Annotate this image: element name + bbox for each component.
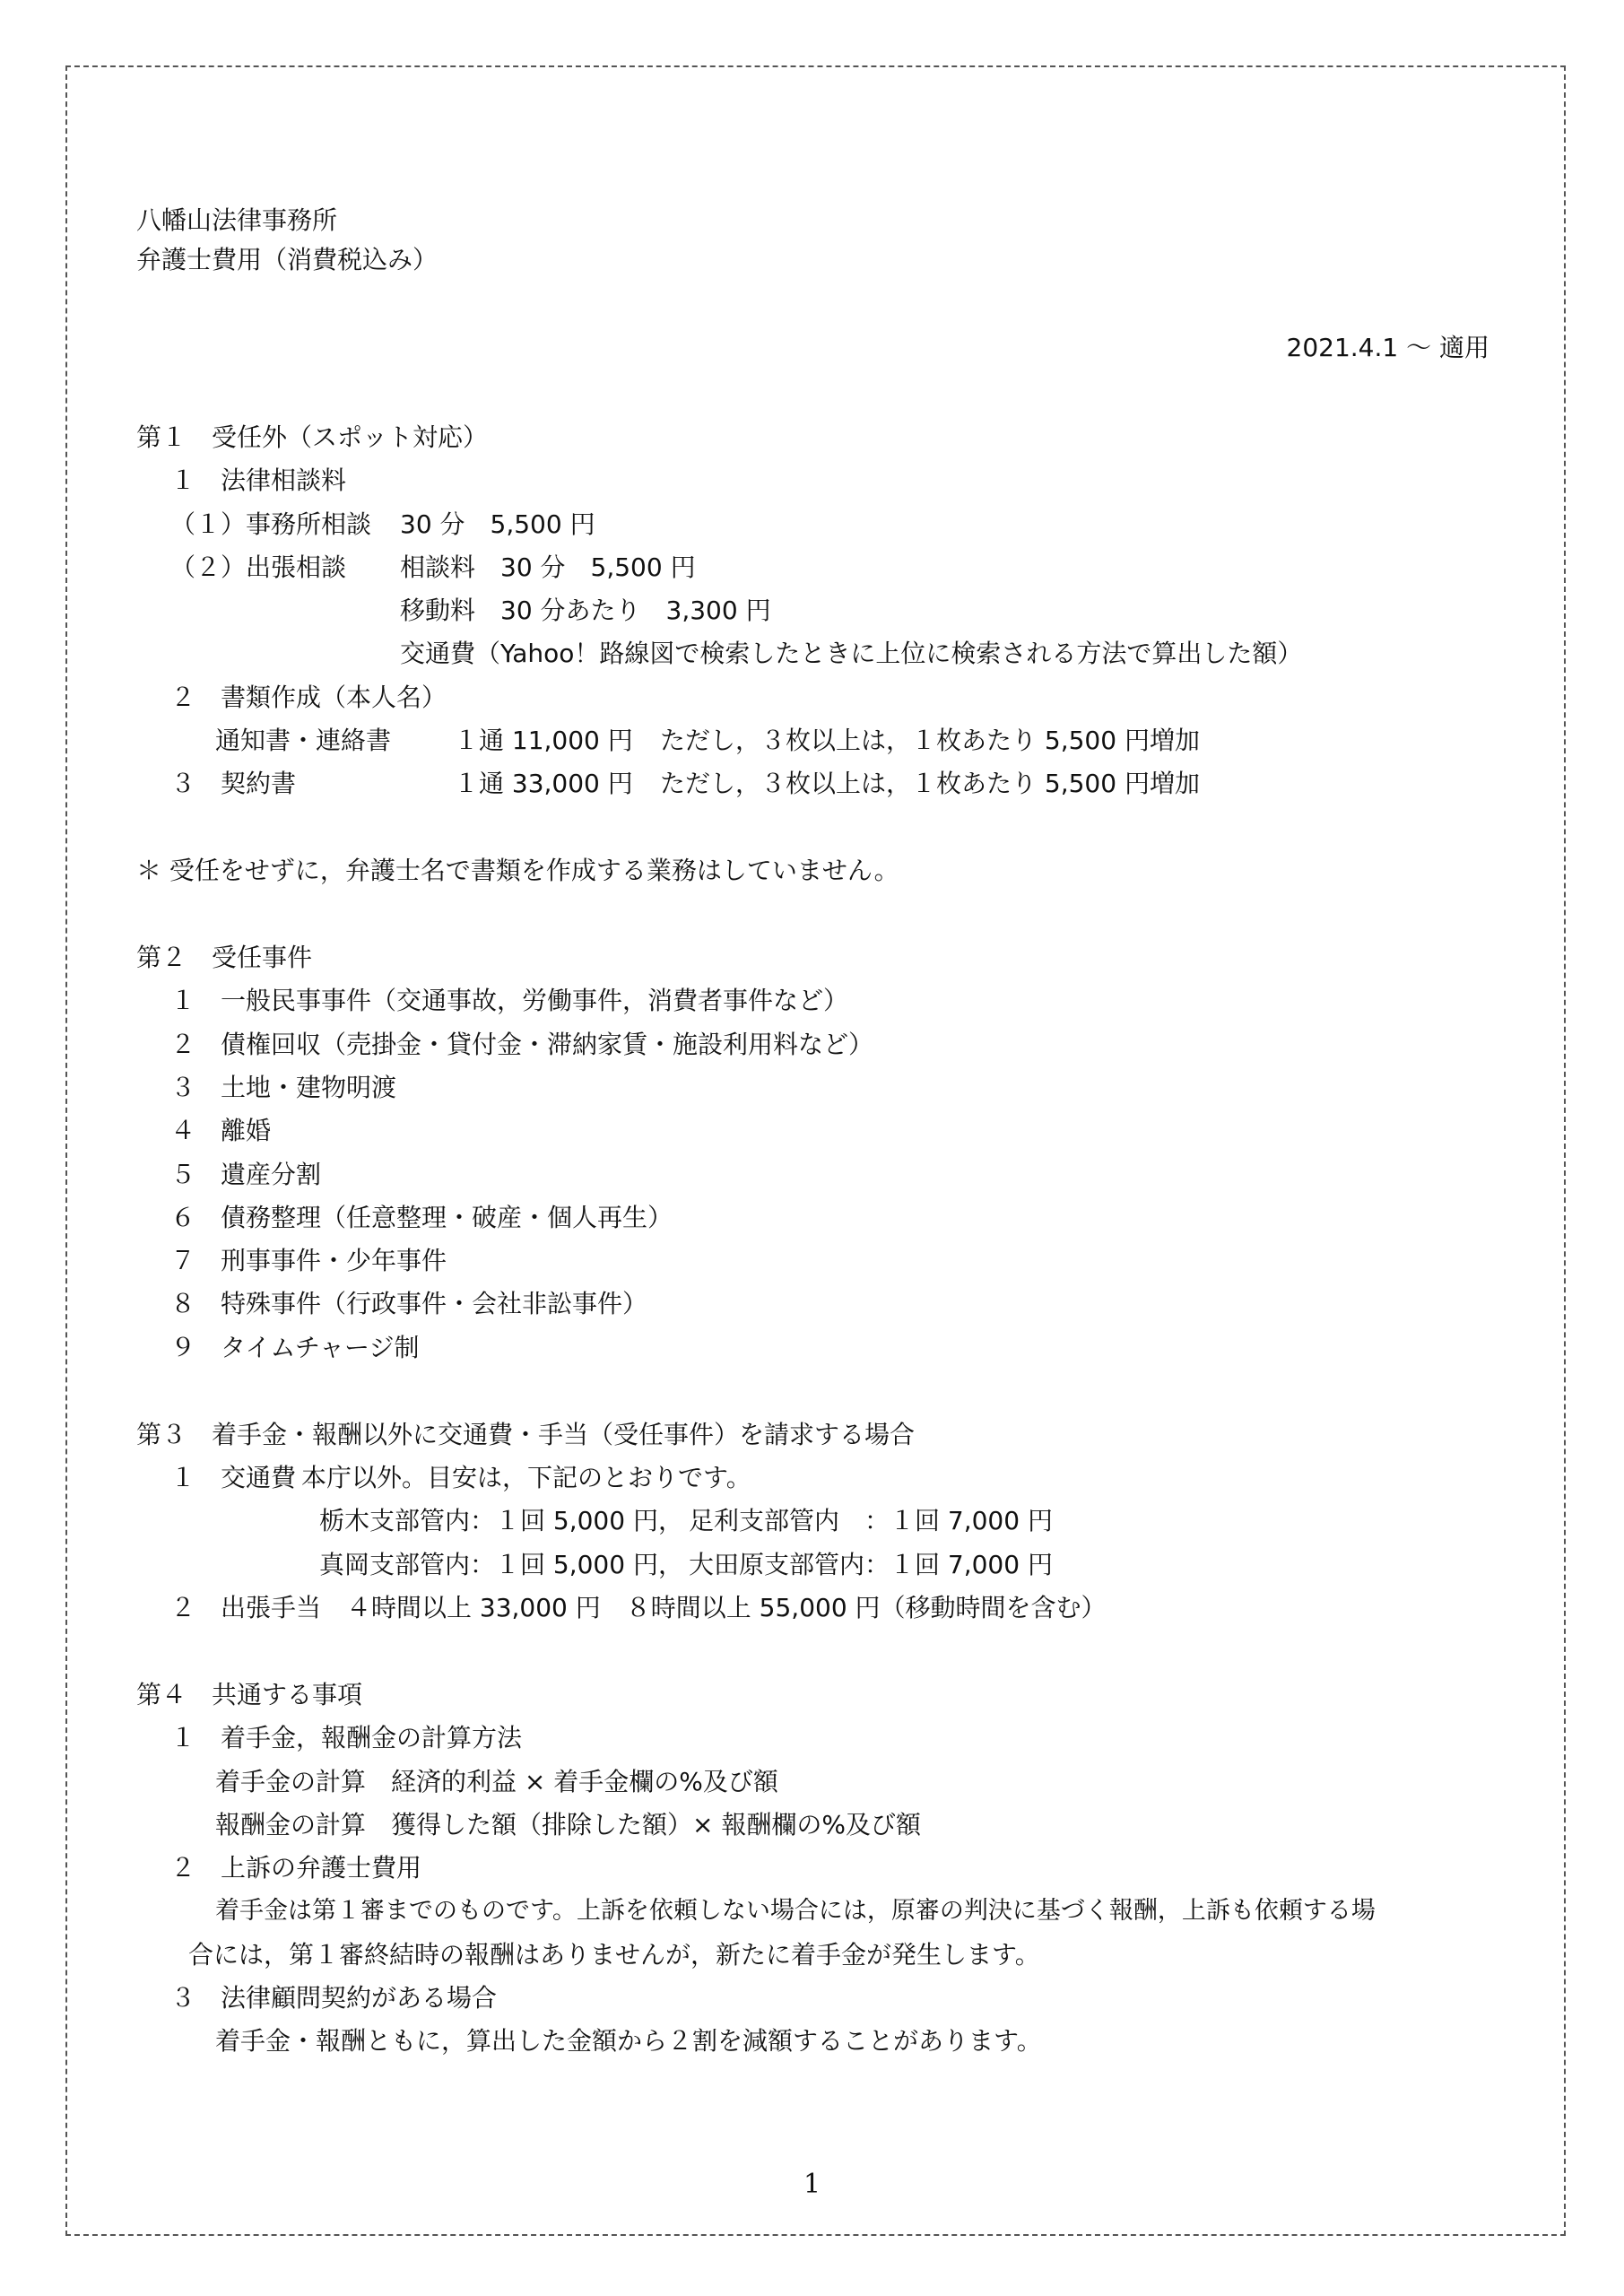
s1-item-1b: （２）出張相談	[170, 552, 347, 582]
s4-item-1b: 報酬金の計算 獲得した額（排除した額）× 報酬欄の%及び額	[215, 1810, 921, 1839]
s3-item-1-desc: 本庁以外。目安は，下記のとおりです。	[301, 1463, 751, 1492]
s4-item-3: ３ 法律顧問契約がある場合	[170, 1983, 498, 2013]
s3-row-1a: 栃木支部管内：１回 5,000 円，	[319, 1506, 683, 1535]
s1-item-2-fee: １通 11,000 円	[454, 726, 633, 755]
s1-item-2-note: ただし，３枚以上は，１枚あたり 5,500 円増加	[660, 726, 1200, 755]
s3-row-2b: 大田原支部管内：１回 7,000 円	[689, 1550, 1053, 1579]
page-number: 1	[803, 2169, 821, 2200]
s3-row-2a: 真岡支部管内：１回 5,000 円，	[319, 1550, 683, 1579]
s1-item-1b-transport: 交通費（Yahoo！路線図で検索したときに上位に検索される方法で算出した額）	[400, 639, 1303, 668]
s4-item-2a: 着手金は第１審までのものです。上訴を依頼しない場合には，原審の判決に基づく報酬，上訴も依頼する場	[215, 1897, 1376, 1925]
section-1-heading: 第１ 受任外（スポット対応）	[136, 422, 489, 452]
s1-item-3-fee: １通 33,000 円	[454, 769, 633, 798]
s1-item-3-note: ただし，３枚以上は，１枚あたり 5,500 円増加	[660, 769, 1200, 798]
section-4-heading: 第４ 共通する事項	[136, 1680, 363, 1709]
s1-item-1b-fee: 相談料 30 分 5,500 円	[400, 552, 696, 582]
document-title: 弁護士費用（消費税込み）	[136, 245, 439, 274]
s1-item-1a-fee: 30 分 5,500 円	[400, 509, 595, 539]
s2-item: ９ タイムチャージ制	[170, 1333, 420, 1362]
s4-item-3a: 着手金・報酬ともに，算出した金額から２割を減額することがあります。	[215, 2026, 1042, 2056]
s2-item: ７ 刑事事件・少年事件	[170, 1246, 447, 1275]
section-2-heading: 第２ 受任事件	[136, 943, 313, 972]
s1-item-3: ３ 契約書	[170, 769, 297, 798]
s1-item-2: ２ 書類作成（本人名）	[170, 683, 447, 712]
s4-item-2: ２ 上訴の弁護士費用	[170, 1853, 422, 1883]
s3-row-1b: 足利支部管内 ：１回 7,000 円	[689, 1506, 1053, 1535]
effective-date: 2021.4.1 ～ 適用	[1286, 333, 1489, 362]
firm-name: 八幡山法律事務所	[136, 205, 338, 235]
s2-item: ２ 債権回収（売掛金・貸付金・滞納家賃・施設利用料など）	[170, 1030, 874, 1059]
s4-item-1a: 着手金の計算 経済的利益 × 着手金欄の%及び額	[215, 1767, 778, 1796]
s2-item: ４ 離婚	[170, 1116, 272, 1145]
s2-item: ３ 土地・建物明渡	[170, 1073, 397, 1102]
s2-item: ５ 遺産分割	[170, 1160, 322, 1189]
s4-item-2b: 合には，第１審終結時の報酬はありませんが，新たに着手金が発生します。	[188, 1940, 1040, 1970]
s2-item: ８ 特殊事件（行政事件・会社非訟事件）	[170, 1289, 648, 1318]
s1-note: ＊ 受任をせずに，弁護士名で書類を作成する業務はしていません。	[136, 856, 899, 885]
section-3-heading: 第３ 着手金・報酬以外に交通費・手当（受任事件）を請求する場合	[136, 1420, 916, 1449]
s3-item-2: ２ 出張手当 ４時間以上 33,000 円 ８時間以上 55,000 円（移動時間を含む）	[170, 1593, 1107, 1622]
s3-item-1: １ 交通費	[170, 1463, 297, 1492]
s4-item-1: １ 着手金，報酬金の計算方法	[170, 1723, 523, 1752]
s1-item-1b-move: 移動料 30 分あたり 3,300 円	[400, 596, 771, 625]
s1-item-1: １ 法律相談料	[170, 465, 347, 495]
s2-item: ６ 債務整理（任意整理・破産・個人再生）	[170, 1203, 673, 1232]
s2-item: １ 一般民事事件（交通事故，労働事件，消費者事件など）	[170, 986, 849, 1015]
s1-item-1a: （１）事務所相談	[170, 509, 372, 539]
s1-item-2-name: 通知書・連絡書	[215, 726, 392, 755]
